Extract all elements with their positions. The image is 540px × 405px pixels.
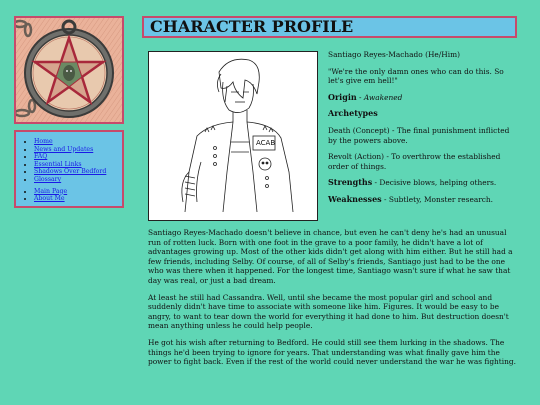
nav-link-news[interactable]: News and Updates (34, 145, 94, 153)
nav-link-glossary[interactable]: Glossary (34, 175, 62, 183)
character-biography (148, 228, 518, 374)
nav-list-main (20, 138, 118, 184)
weaknesses-value: - Subtlety, Monster research. (381, 194, 494, 204)
archetypes-label: Archetypes (328, 108, 378, 119)
nav-item-about (34, 195, 118, 203)
strengths-line (328, 178, 516, 188)
nav-item-faq (34, 153, 118, 161)
bio-paragraph: At least he still had Cassandra. Well, until she became the most popular girl and school and suddenly didn't have time to associate with someone like him. Figures. It would be easy to be angry, to want to tear down the world for everything it had done to him. But destruction doesn't mean anything unless he could help people. (148, 292, 509, 331)
nav-link-shadows-over-bedford[interactable]: Shadows Over Bedford (34, 168, 107, 176)
nav-item-links (34, 161, 118, 169)
acab-badge-text: ACAB (256, 139, 276, 147)
page-title: CHARACTER PROFILE (150, 17, 354, 36)
site-logo (14, 16, 124, 124)
character-line-art (149, 52, 317, 220)
bio-paragraph: Santiago Reyes-Machado doesn't believe in chance, but even he can't deny he's had an unusual run of rotten luck. Born with one foot in the grave to a poor family, he didn't have a lot of advantages growing up. Most of the other kids didn't get along with him either. But he still had a few friends, including Selby. Of course, of all of Selby's friends, Santiago just had to be the one who was there when it happened. For the longest time, Santiago wasn't sure if what he saw that day was real, or just a bad dream. (148, 228, 513, 285)
character-name: Santiago Reyes-Machado (He/Him) (328, 50, 460, 59)
nav-link-about-me[interactable]: About Me (34, 195, 65, 203)
archetype-death: Death (Concept) - The final punishment inflicted by the powers above. (328, 125, 510, 145)
nav-item-glossary (34, 176, 118, 184)
sidebar-nav (14, 130, 124, 208)
profile-info (328, 50, 516, 212)
character-quote: "We're the only damn ones who can do this. So let's give em hell!" (328, 66, 504, 86)
nav-link-faq[interactable]: FAQ (34, 153, 48, 161)
nav-item-home (34, 138, 118, 146)
nav-item-shadows (34, 168, 118, 176)
origin-separator: - (356, 92, 364, 102)
origin-line (328, 93, 516, 103)
origin-value: Awakened (363, 92, 403, 102)
weaknesses-label: Weaknesses (328, 193, 382, 204)
nav-link-home[interactable]: Home (34, 138, 53, 145)
strengths-label: Strengths (328, 177, 373, 188)
nav-item-news (34, 146, 118, 154)
nav-item-main-page (34, 188, 118, 196)
character-portrait (148, 51, 318, 221)
weaknesses-line (328, 195, 516, 205)
archetype-revolt: Revolt (Action) - To overthrow the established order of things. (328, 152, 501, 171)
pentacle-pocketwatch-icon (16, 18, 122, 122)
page-header (142, 16, 517, 38)
nav-link-essential-links[interactable]: Essential Links (34, 160, 82, 168)
strengths-value: - Decisive blows, helping others. (372, 178, 497, 188)
nav-list-secondary (20, 188, 118, 203)
origin-label: Origin (328, 91, 357, 102)
nav-link-main-page[interactable]: Main Page (34, 187, 68, 195)
archetypes-heading (328, 109, 516, 119)
bio-paragraph: He got his wish after returning to Bedford. He could still see them lurking in the shadows. The things he'd been trying to ignore for years. That understanding was what finally gave him the power to fight back. Even if the rest of the world could never understand the war he was fighting. (148, 337, 516, 367)
